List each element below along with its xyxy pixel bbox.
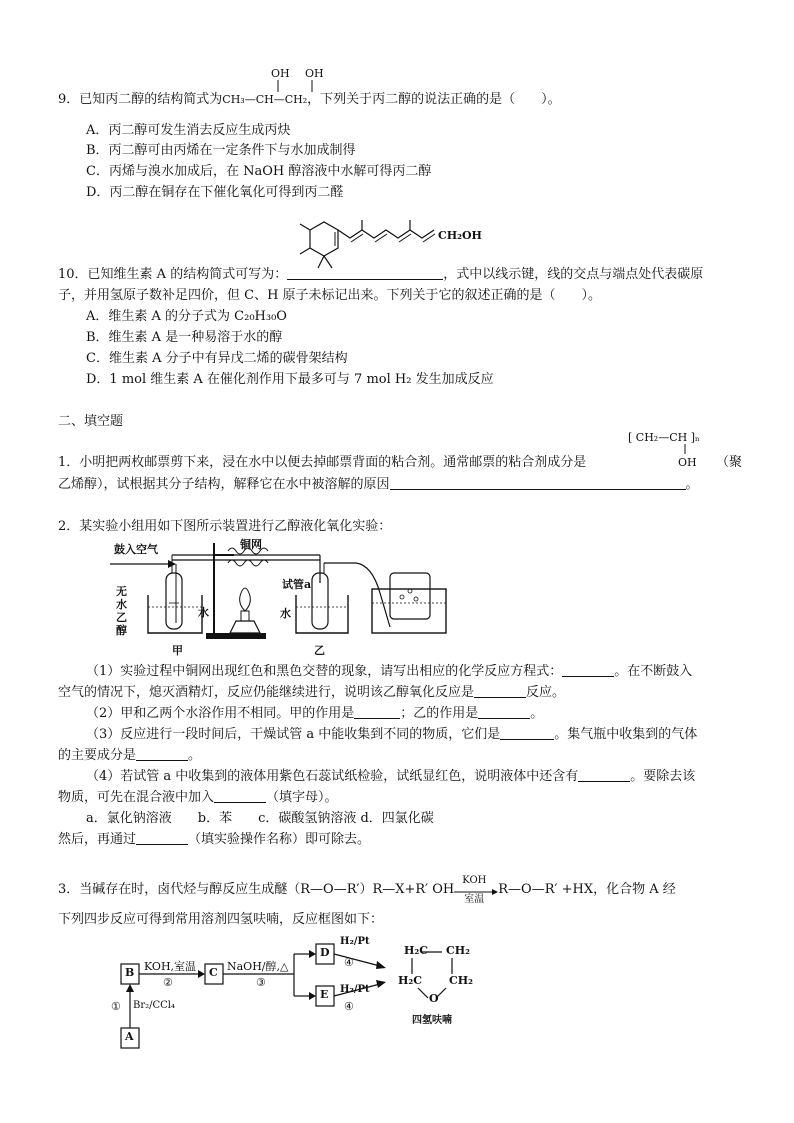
step-4e-marker: ④ (344, 1000, 354, 1013)
f2-p1b: 。在不断鼓入 (614, 664, 693, 679)
ring-ch2-top-right: CH₂ (446, 944, 470, 957)
q9-option-c: C．丙烯与溴水加成后，在 NaOH 醇溶液中水解可得丙二醇 (86, 164, 432, 179)
ethanol-oxidation-apparatus (110, 533, 450, 653)
flow-box-c: C (209, 966, 218, 979)
f1-line2-end: 。 (685, 477, 699, 492)
f2-p4c: 物质，可先在混合液中加入 (58, 790, 215, 805)
f2-reagent-blank[interactable] (214, 789, 266, 803)
flow-box-a: A (125, 1030, 134, 1043)
f2-p5a: 然后，再通过 (58, 832, 137, 847)
f2-part5 (58, 831, 370, 849)
step-4d-marker: ④ (344, 956, 354, 969)
f2-p3c: 的主要成分是 (58, 748, 137, 763)
step-3-reagent: NaOH/醇,△ (227, 960, 289, 973)
q10-stem-line1 (58, 266, 703, 284)
polymer-oh: OH (678, 456, 697, 469)
f2-equation-blank[interactable] (562, 663, 614, 677)
step-2-marker: ② (163, 976, 173, 989)
f2-p4a: （4）若试管 a 中收集到的液体用紫色石蕊试纸检验，试纸显红色，说明液体中还含有 (86, 769, 579, 784)
f2-p3b: 。集气瓶中收集到的气体 (554, 727, 698, 742)
q10-option-c: C．维生素 A 分子中有异戊二烯的碳骨架结构 (86, 351, 348, 366)
f2-impurity-blank[interactable] (578, 768, 630, 782)
q10-option-d: D．1 mol 维生素 A 在催化剂作用下最多可与 7 mol H₂ 发生加成反应 (86, 372, 494, 387)
f1-line2-text: 乙烯醇），试根据其分子结构，解释它在水中被溶解的原因 (58, 477, 390, 492)
beaker-jia-label: 甲 (172, 644, 183, 657)
f2-operation-blank[interactable] (136, 831, 188, 845)
q9-suffix: ，下列关于丙二醇的说法正确的是（ ）。 (307, 92, 561, 107)
f1-line1: 1．小明把两枚邮票剪下来，浸在水中以便去掉邮票背面的粘合剂。通常邮票的粘合剂成分是 (58, 455, 587, 470)
q9-option-d: D．丙二醇在铜存在下催化氧化可得到丙二醛 (86, 185, 344, 200)
vitamin-a-ch2oh-label: CH₂OH (438, 229, 482, 242)
q10-suffix: ，式中以线示键，线的交点与端点处代表碳原 (443, 267, 704, 282)
f3-line1 (58, 875, 676, 905)
flow-box-e: E (320, 988, 329, 1001)
step-1-marker: ① (111, 1000, 121, 1013)
f2-gas-blank[interactable] (136, 747, 188, 761)
step-4d-reagent: H₂/Pt (340, 936, 370, 947)
q10-prefix: 10．已知维生素 A 的结构简式可写为： (58, 267, 288, 282)
copper-mesh-label: 铜网 (240, 538, 262, 551)
f3-line2: 下列四步反应可得到常用溶剂四氢呋喃，反应框图如下： (58, 912, 384, 927)
flow-box-b: B (125, 966, 135, 979)
flow-box-d: D (320, 946, 330, 959)
f2-p4d: （填字母）。 (266, 790, 338, 805)
f1-line1-tail: （聚 (716, 455, 743, 470)
step-3-marker: ③ (256, 976, 266, 989)
f2-p1d: 反应。 (526, 685, 566, 700)
f2-p1c: 空气的情况下，熄灭酒精灯，反应仍能继续进行，说明该乙醇氧化反应是 (58, 685, 475, 700)
f3-arrow-room: 室温 (464, 894, 485, 905)
q10-structure-blank (287, 266, 443, 280)
beaker-yi-label: 乙 (314, 644, 325, 657)
f2-part1-line1 (86, 663, 692, 681)
step-4e-reagent: H₂/Pt (340, 984, 370, 995)
f3-line1a: 3．当碱存在时，卤代烃与醇反应生成醚（R—O—R′）R—X+R′ OH (58, 882, 455, 897)
q10-option-b: B．维生素 A 是一种易溶于水的醇 (86, 330, 283, 345)
f2-reaction-type-blank[interactable] (474, 684, 526, 698)
q9-prefix: 9．已知丙二醇的结构简式为 (58, 92, 223, 107)
q9-oh-label-2: OH (305, 67, 324, 80)
f2-choices: a．氯化钠溶液 b．苯 c．碳酸氢钠溶液 d．四氯化碳 (86, 811, 434, 826)
polymer-oh-bond (684, 444, 688, 456)
ethanol-label: 无水乙醇 (116, 585, 127, 637)
product-name: 四氢呋喃 (412, 1015, 452, 1026)
f2-p2a: （2）甲和乙两个水浴作用不相同。甲的作用是 (86, 706, 355, 721)
f2-part1-line2 (58, 684, 565, 702)
f3-arrow-koh: KOH (462, 875, 487, 886)
q9-stem (58, 91, 561, 109)
f1-line2 (58, 476, 699, 494)
f2-p3d: 。 (188, 748, 202, 763)
section-title-fill-in: 二、填空题 (58, 414, 124, 429)
q9-structural-formula: CH₃—CH—CH₂ (222, 93, 308, 106)
air-inlet-label: 鼓入空气 (114, 543, 158, 556)
f1-answer-blank[interactable] (390, 476, 686, 490)
f2-part2 (86, 705, 543, 723)
ring-ch2-bottom-right: CH₂ (449, 974, 473, 987)
water-label-yi: 水 (280, 607, 291, 620)
f2-part4-line1 (86, 768, 695, 786)
ring-oxygen: O (429, 992, 439, 1005)
f2-p2c: 。 (530, 706, 544, 721)
q9-option-b: B．丙二醇可由丙烯在一定条件下与水加成制得 (86, 143, 356, 158)
f2-part3-line1 (86, 726, 697, 744)
f2-substances-blank[interactable] (500, 726, 554, 740)
f2-part3-line2 (58, 747, 201, 765)
f3-reaction-arrow (454, 875, 498, 905)
f2-jia-role-blank[interactable] (354, 705, 400, 719)
q10-option-a: A．维生素 A 的分子式为 C₂₀H₃₀O (86, 309, 287, 324)
f2-yi-role-blank[interactable] (478, 705, 530, 719)
step-1-reagent: Br₂/CCl₄ (133, 1000, 176, 1011)
f2-p4b: 。要除去该 (630, 769, 696, 784)
ring-ch2-bottom-left: H₂C (398, 974, 422, 987)
q10-stem-line2: 子，并用氢原子数补足四价，但 C、H 原子未标记出来。下列关于它的叙述正确的是（ ）。 (58, 288, 602, 303)
f2-p5b: （填实验操作名称）即可除去。 (188, 832, 371, 847)
f2-part4-line2 (58, 789, 338, 807)
polymer-formula: [ CH₂—CH ]ₙ (628, 431, 700, 444)
water-label-jia: 水 (198, 606, 209, 619)
q9-option-a: A．丙二醇可发生消去反应生成丙炔 (86, 123, 291, 138)
ring-ch2-top-left: H₂C (404, 944, 428, 957)
f2-p2b: ；乙的作用是 (400, 706, 479, 721)
f2-intro: 2．某实验小组用如下图所示装置进行乙醇液化氧化实验： (58, 519, 392, 534)
test-tube-a-label: 试管a (282, 578, 312, 591)
f2-p3a: （3）反应进行一段时间后，干燥试管 a 中能收集到不同的物质，它们是 (86, 727, 501, 742)
step-2-reagent: KOH,室温 (144, 960, 197, 973)
q9-oh-label-1: OH (271, 67, 290, 80)
f2-p1a: （1）实验过程中铜网出现红色和黑色交替的现象，请写出相应的化学反应方程式： (86, 664, 563, 679)
f3-line1b: R—O—R′ +HX，化合物 A 经 (498, 882, 676, 897)
